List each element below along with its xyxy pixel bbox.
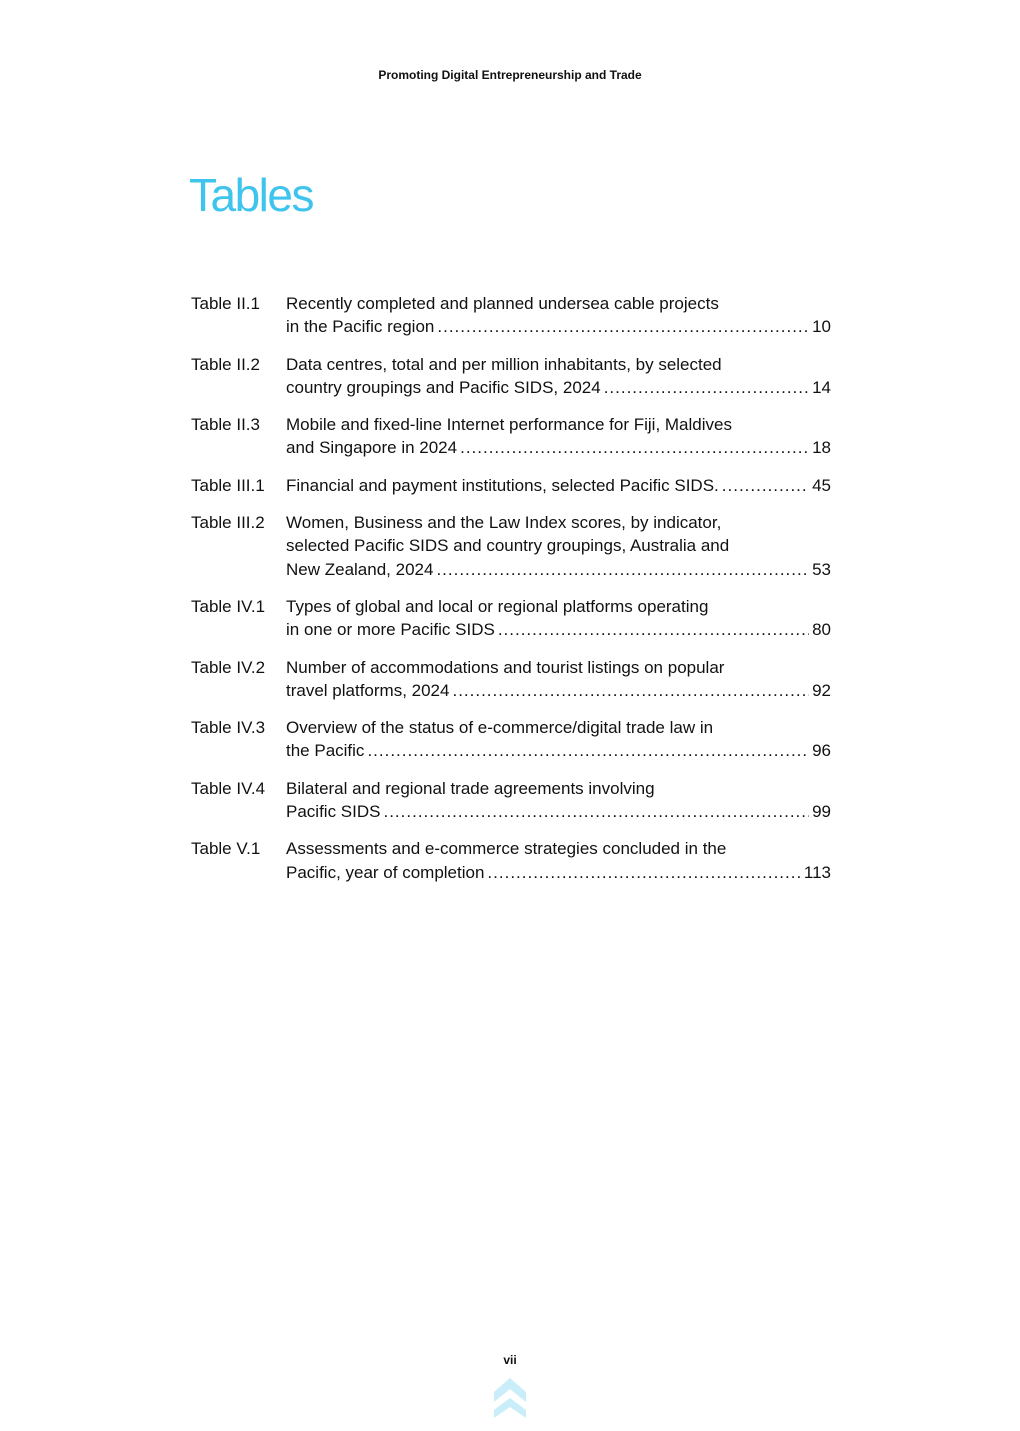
toc-entry-title-line: Number of accommodations and tourist listings on popular bbox=[286, 657, 725, 677]
dot-leader bbox=[487, 861, 800, 884]
toc-entry-title bbox=[286, 656, 831, 703]
toc-entry[interactable] bbox=[191, 511, 831, 581]
toc-entry-title-line: in the Pacific region bbox=[286, 317, 435, 337]
toc-entry-title bbox=[286, 716, 831, 763]
toc-entry-page: 80 bbox=[812, 620, 831, 640]
dot-leader bbox=[460, 436, 809, 459]
toc-entry-page: 92 bbox=[812, 680, 831, 700]
double-chevron-up-icon bbox=[494, 1378, 526, 1418]
toc-entry[interactable] bbox=[191, 595, 831, 642]
toc-entry-title-line: Data centres, total and per million inhabitants, by selected bbox=[286, 354, 722, 374]
toc-entry-title bbox=[286, 353, 831, 400]
toc-entry-label: Table IV.4 bbox=[191, 778, 266, 798]
toc-entry-title-line: New Zealand, 2024 bbox=[286, 559, 434, 579]
dot-leader bbox=[436, 558, 809, 581]
toc-entry-page: 10 bbox=[812, 317, 831, 337]
toc-entry-last-line bbox=[286, 376, 831, 399]
toc-entry-label: Table II.1 bbox=[191, 294, 260, 313]
toc-entry-title bbox=[286, 511, 831, 581]
toc-entry-label: Table IV.2 bbox=[191, 657, 266, 677]
toc-entry-title-line: Types of global and local or regional platforms operating bbox=[286, 596, 709, 616]
toc-entry-page: 99 bbox=[812, 802, 831, 822]
toc-entry-last-line bbox=[286, 558, 831, 581]
page-title: Tables bbox=[189, 169, 313, 221]
toc-entry[interactable] bbox=[191, 413, 831, 460]
page-number: vii bbox=[503, 1353, 517, 1367]
toc-entry-title-line: selected Pacific SIDS and country groupings, Australia and bbox=[286, 536, 730, 556]
dot-leader bbox=[437, 315, 809, 338]
toc-entry-label: Table II.3 bbox=[191, 415, 260, 435]
toc-entry-title-line: Pacific SIDS bbox=[286, 802, 381, 822]
toc-entry-page: 14 bbox=[812, 377, 831, 397]
toc-entry-page: 45 bbox=[812, 475, 831, 495]
dot-leader bbox=[452, 679, 809, 702]
toc-entry[interactable] bbox=[191, 716, 831, 763]
dot-leader bbox=[722, 474, 809, 497]
toc-entry-title-line: Mobile and fixed-line Internet performance for Fiji, Maldives bbox=[286, 415, 732, 435]
toc-entry-last-line bbox=[286, 861, 831, 884]
toc-entry-title-line: country groupings and Pacific SIDS, 2024 bbox=[286, 377, 601, 397]
toc-entry-last-line bbox=[286, 618, 831, 641]
toc-entry[interactable] bbox=[191, 474, 831, 497]
toc-entry-title bbox=[286, 837, 831, 884]
toc-entry[interactable] bbox=[191, 353, 831, 400]
running-header: Promoting Digital Entrepreneurship and Trade bbox=[378, 68, 642, 82]
toc-entry[interactable] bbox=[191, 777, 831, 824]
toc-entry-last-line bbox=[286, 474, 831, 497]
toc-entry-title-line: in one or more Pacific SIDS bbox=[286, 620, 495, 640]
dot-leader bbox=[383, 800, 809, 823]
toc-entry[interactable] bbox=[191, 292, 831, 339]
toc-entry[interactable] bbox=[191, 656, 831, 703]
toc-entry-label: Table II.2 bbox=[191, 354, 260, 374]
toc-entry-last-line bbox=[286, 315, 831, 338]
dot-leader bbox=[367, 739, 809, 762]
toc-entry-title-line: Assessments and e-commerce strategies concluded in the bbox=[286, 839, 727, 859]
toc-entry-title-line: Bilateral and regional trade agreements involving bbox=[286, 778, 655, 798]
toc-entry-title bbox=[286, 413, 831, 460]
toc-entry-last-line bbox=[286, 679, 831, 702]
toc-entry-title-line: Financial and payment institutions, selected Pacific SIDS. bbox=[286, 475, 719, 495]
toc-entry-label: Table III.1 bbox=[191, 475, 265, 495]
toc-entry-label: Table III.2 bbox=[191, 513, 265, 533]
toc-entry-title bbox=[286, 292, 831, 339]
toc-entry-title-line: Pacific, year of completion bbox=[286, 862, 485, 882]
toc-entry-last-line bbox=[286, 739, 831, 762]
toc-entry-title-line: travel platforms, 2024 bbox=[286, 680, 450, 700]
dot-leader bbox=[604, 376, 809, 399]
toc-entry-title bbox=[286, 595, 831, 642]
toc-entry-label: Table IV.3 bbox=[191, 718, 266, 738]
dot-leader bbox=[498, 618, 809, 641]
toc-entry-label: Table V.1 bbox=[191, 839, 261, 859]
toc-entry-title-line: Women, Business and the Law Index scores, by indicator, bbox=[286, 513, 722, 533]
toc-entry-title bbox=[286, 474, 831, 497]
toc-entry-page: 113 bbox=[803, 862, 831, 882]
table-list bbox=[191, 292, 831, 898]
toc-entry-title-line: and Singapore in 2024 bbox=[286, 438, 458, 458]
toc-entry-title-line: Overview of the status of e-commerce/digital trade law in bbox=[286, 718, 714, 738]
toc-entry-last-line bbox=[286, 436, 831, 459]
toc-entry-page: 53 bbox=[812, 559, 831, 579]
toc-entry-title bbox=[286, 777, 831, 824]
toc-entry-title-line: the Pacific bbox=[286, 741, 365, 761]
toc-entry[interactable] bbox=[191, 837, 831, 884]
toc-entry-last-line bbox=[286, 800, 831, 823]
toc-entry-title-line: Recently completed and planned undersea cable projects bbox=[286, 294, 719, 313]
toc-entry-page: 18 bbox=[812, 438, 831, 458]
toc-entry-label: Table IV.1 bbox=[191, 596, 266, 616]
toc-entry-page: 96 bbox=[812, 741, 831, 761]
